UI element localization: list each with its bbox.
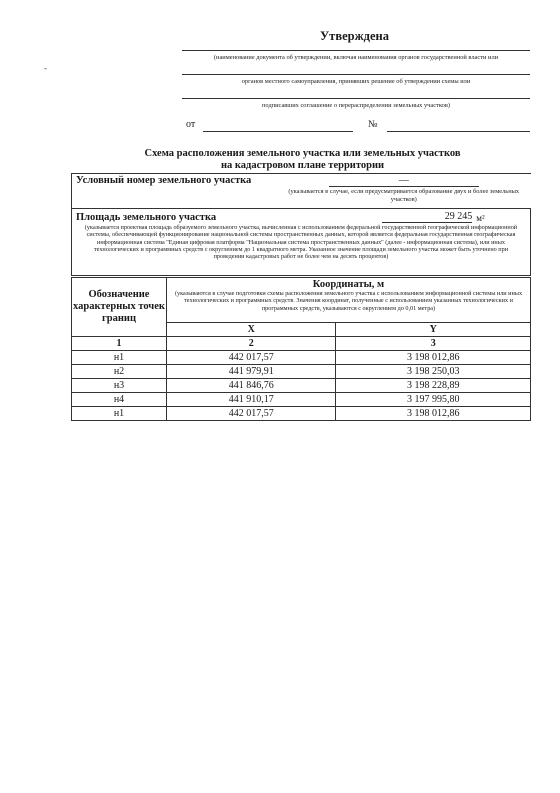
conditional-number-row <box>72 174 531 209</box>
area-note: (указывается проектная площадь образуемого земельного участка, вычисленная с использованием федеральной государственной географической информационной системы, обеспечивающей функционирование национальной системы пространственных данных, которой является федеральная государственная географическая информационная система "Единая цифровая платформа "Национальная система пространственных данных" (далее - информационная система), или иных технологических и программных средств с округлением до 1 квадратного метра. Указанное значение площади земельного участка может быть уточнено при проведении кадастровых работ не более чем на десять процентов) <box>84 224 518 261</box>
column-number-3: 3 <box>336 337 531 351</box>
point-name: н3 <box>72 379 167 393</box>
table-row <box>72 407 531 421</box>
plot-info-table <box>71 173 531 276</box>
y-value: 3 198 012,86 <box>336 407 531 421</box>
area-unit: м² <box>476 213 485 223</box>
column-number-2: 2 <box>167 337 336 351</box>
point-designation-header: Обозначение характерных точек границ <box>72 278 167 337</box>
approval-note-3: подписавших соглашение о перераспределении земельных участков) <box>262 102 450 109</box>
point-name: н1 <box>72 407 167 421</box>
x-header: X <box>167 323 336 337</box>
area-label: Площадь земельного участка <box>76 212 217 223</box>
x-value: 442 017,57 <box>167 407 336 421</box>
table-row <box>72 365 531 379</box>
table-row <box>72 393 531 407</box>
conditional-number-value: — <box>329 175 479 187</box>
column-numbers-row <box>72 337 531 351</box>
conditional-number-label: Условный номер земельного участка <box>76 175 252 186</box>
x-value: 441 846,76 <box>167 379 336 393</box>
table-row <box>72 379 531 393</box>
approval-title: Утверждена <box>320 29 389 43</box>
point-name: н2 <box>72 365 167 379</box>
y-header: Y <box>336 323 531 337</box>
approval-line-2 <box>182 74 530 75</box>
area-value: 29 245 <box>382 211 472 223</box>
number-label: № <box>368 119 378 130</box>
point-name: н4 <box>72 393 167 407</box>
y-value: 3 198 012,86 <box>336 351 531 365</box>
x-value: 442 017,57 <box>167 351 336 365</box>
coordinates-header: Координаты, м <box>312 279 385 290</box>
coordinates-note: (указываются в случае подготовки схемы расположения земельного участка с использованием информационной системы или иных технологических и программных средств. Значения координат, полученные с использованием указанных технологических и программных средств, указываются с округлением до 0,01 метра) <box>174 290 523 312</box>
approval-line-1 <box>182 50 530 51</box>
area-row <box>72 209 531 276</box>
approval-note-1: (наименование документа об утверждении, включая наименования органов государственной власти или <box>213 54 499 61</box>
coords-header-row <box>72 278 531 323</box>
scheme-title: Схема расположения земельного участка или земельных участков на кадастровом плане территории <box>144 148 461 171</box>
x-value: 441 979,91 <box>167 365 336 379</box>
y-value: 3 197 995,80 <box>336 393 531 407</box>
point-name: н1 <box>72 351 167 365</box>
column-number-1: 1 <box>72 337 167 351</box>
approval-line-3 <box>182 98 530 99</box>
y-value: 3 198 250,03 <box>336 365 531 379</box>
table-row <box>72 351 531 365</box>
date-line <box>203 131 353 132</box>
y-value: 3 198 228,89 <box>336 379 531 393</box>
conditional-number-note: (указывается в случае, если предусматривается образование двух и более земельных участков) <box>288 188 520 203</box>
date-label: от <box>186 119 196 130</box>
number-line <box>387 131 530 132</box>
approval-note-2: органов местного самоуправления, принявших решение об утверждении схемы или <box>241 78 471 85</box>
x-value: 441 910,17 <box>167 393 336 407</box>
side-mark: - <box>44 63 47 73</box>
coordinates-table <box>71 277 531 421</box>
